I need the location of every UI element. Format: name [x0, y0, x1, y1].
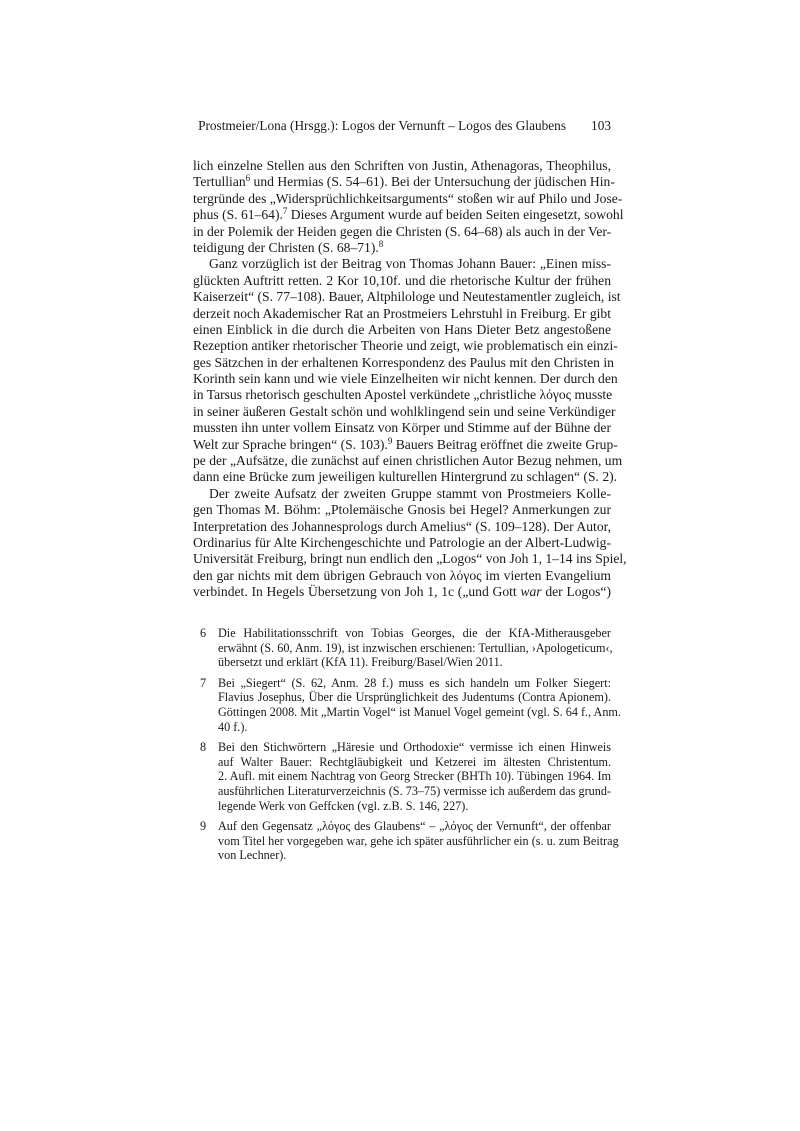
text-line	[193, 224, 611, 240]
footnotes	[200, 626, 621, 869]
text-segment: 40 f.).	[218, 719, 248, 734]
text-segment: Kaiserzeit“ (S. 77–108). Bauer, Altphilologe und Neutestamentler zugleich, ist	[193, 289, 621, 305]
text-line	[218, 704, 621, 720]
text-segment: der Logos“)	[541, 584, 611, 600]
text-segment: tergründe des „Widersprüchlichkeitsarguments“ stoßen wir auf Philo und Jose-	[193, 190, 623, 206]
text-line	[193, 453, 623, 469]
text-line	[218, 833, 619, 849]
text-line	[218, 769, 611, 784]
footnote-number: 9	[200, 819, 207, 834]
text-segment: Ordinarius für Alte Kirchengeschichte und Patrologie an der Albert-Ludwig-	[193, 534, 611, 550]
text-line	[218, 626, 611, 641]
text-segment: derzeit noch Akademischer Rat an Prostmeiers Lehrstuhl in Freiburg. Er gibt	[193, 305, 611, 321]
footnote-number: 8	[200, 740, 207, 755]
text-line	[193, 322, 611, 338]
text-line	[218, 740, 611, 755]
text-segment: Flavius Josephus, Über die Ursprünglichkeit des Judentums (Contra Apionem).	[218, 690, 611, 705]
text-line	[193, 306, 611, 322]
text-segment: lich einzelne Stellen aus den Schriften von Justin, Athenagoras, Theophilus,	[193, 158, 611, 173]
footnote	[200, 675, 621, 734]
text-line	[193, 403, 616, 420]
text-line	[218, 848, 611, 863]
text-segment: pe der „Aufsätze, die zunächst auf einen christlichen Autor Bezug nehmen, um	[193, 453, 623, 469]
text-segment: ges Sätzchen in der erhaltenen Korrespondenz des Paulus mit den Christen in	[193, 354, 614, 370]
text-line	[193, 435, 618, 453]
text-line	[193, 354, 614, 371]
text-segment: Göttingen 2008. Mit „Martin Vogel“ ist Manuel Vogel gemeint (vgl. S. 64 f., Anm.	[218, 704, 621, 719]
paragraph	[193, 256, 623, 485]
text-segment: übersetzt und erklärt (KfA 11). Freiburg/Basel/Wien 2011.	[218, 655, 503, 670]
text-segment: Bei „Siegert“ (S. 62, Anm. 28 f.) muss es sich handeln um Folker Siegert:	[218, 675, 611, 690]
text-segment: Ganz vorzüglich ist der Beitrag von Thomas Johann Bauer: „Einen miss-	[209, 256, 611, 272]
text-segment: mussten ihn unter vollem Einsatz von Körper und Stimme auf der Bühne der	[193, 420, 611, 436]
text-line	[218, 690, 611, 705]
text-line	[193, 420, 611, 436]
text-segment: den gar nichts mit dem übrigen Gebrauch von λόγος im vierten Evangelium	[193, 567, 611, 583]
paragraph	[193, 485, 627, 601]
text-segment: von Lechner).	[218, 848, 287, 863]
main-text	[193, 158, 627, 601]
text-segment: teidigung der Christen (S. 68–71).	[193, 239, 379, 255]
text-line	[193, 206, 624, 223]
text-line	[218, 755, 611, 770]
text-line	[193, 486, 611, 502]
text-line	[218, 784, 611, 799]
text-segment: Universität Freiburg, bringt nun endlich den „Logos“ von Joh 1, 1–14 ins Spiel,	[193, 551, 627, 567]
text-line	[193, 535, 611, 551]
text-segment: verbindet. In Hegels Übersetzung von Joh 1, 1c („und Gott	[193, 584, 521, 600]
text-line	[193, 387, 611, 403]
text-segment: legende Werk von Geffcken (vgl. z.B. S. 146, 227).	[218, 798, 469, 813]
footnote	[200, 819, 619, 863]
text-line	[193, 240, 611, 256]
text-line	[193, 584, 611, 600]
text-segment: erwähnt (S. 60, Anm. 19), ist inzwischen erschienen: Tertullian, ›Apologeticum‹,	[218, 640, 613, 655]
text-segment: und Hermias (S. 54–61). Bei der Untersuchung der jüdischen Hin-	[250, 174, 615, 190]
text-segment: Rezeption antiker rhetorischer Theorie und zeigt, wie problematisch ein einzi-	[193, 338, 618, 354]
text-line	[218, 676, 611, 691]
text-line	[218, 720, 611, 735]
page-number: 103	[591, 118, 611, 133]
footnote	[200, 740, 611, 813]
footnote-reference[interactable]: 7	[282, 206, 288, 217]
text-line	[193, 568, 611, 584]
text-segment: Dieses Argument wurde auf beiden Seiten eingesetzt, sowohl	[287, 207, 624, 223]
text-segment: Bei den Stichwörtern „Häresie und Orthodoxie“ vermisse ich einen Hinweis	[218, 740, 611, 755]
text-segment: Tertullian	[193, 174, 246, 190]
text-line	[193, 519, 611, 535]
text-line	[218, 819, 611, 834]
footnote	[200, 626, 611, 670]
footnote-reference[interactable]: 6	[245, 173, 251, 184]
text-segment: glückten Auftritt retten. 2 Kor 10,10f. und die rhetorische Kultur der frühen	[193, 272, 611, 288]
text-segment: vom Titel her vorgegeben war, gehe ich später ausführlicher ein (s. u. zum Beitrag	[218, 833, 619, 848]
text-line	[193, 371, 618, 387]
text-line	[218, 641, 611, 656]
text-segment: phus (S. 61–64).	[193, 207, 283, 223]
text-line	[193, 551, 627, 567]
text-segment: in seiner äußeren Gestalt schön und wohlklingend sein und seine Verkündiger	[193, 403, 616, 419]
footnote-reference[interactable]: 8	[378, 238, 384, 249]
text-line	[218, 799, 611, 814]
text-segment: Die Habilitationsschrift von Tobias Georges, die der KfA-Mitherausgeber	[218, 626, 611, 640]
text-segment: Korinth sein kann und wie viele Einzelheiten wir nicht kennen. Der durch den	[193, 371, 618, 387]
text-segment: einen Einblick in die durch die Arbeiten von Hans Dieter Betz angestoßene	[193, 321, 611, 337]
paragraph	[193, 158, 624, 256]
text-segment: Der zweite Aufsatz der zweiten Gruppe stammt von Prostmeiers Kolle-	[209, 485, 611, 501]
running-header	[193, 118, 611, 136]
text-segment: ausführlichen Literaturverzeichnis (S. 73–75) vermisse ich außerdem das grund-	[218, 783, 611, 798]
text-segment: dann eine Brücke zum jeweiligen kulturellen Hintergrund zu schlagen“ (S. 2).	[193, 469, 618, 485]
text-line	[193, 469, 618, 485]
text-line	[218, 655, 611, 670]
text-segment: Welt zur Sprache bringen“ (S. 103).	[193, 436, 388, 452]
footnote-reference[interactable]: 9	[387, 435, 393, 446]
text-segment: Bauers Beitrag eröffnet die zweite Grup-	[392, 436, 618, 452]
text-line	[193, 173, 615, 190]
text-line	[193, 190, 623, 207]
text-segment: Auf den Gegensatz „λόγος des Glaubens“ – „λόγος der Vernunft“, der offenbar	[218, 819, 611, 834]
italic-text: war	[520, 584, 542, 600]
text-segment: in Tarsus rhetorisch geschulten Apostel verkündete „christliche λόγος musste	[193, 387, 613, 403]
text-line	[193, 256, 611, 272]
running-title: Prostmeier/Lona (Hrsgg.): Logos der Vernunft – Logos des Glaubens	[198, 118, 566, 133]
text-segment: in der Polemik der Heiden gegen die Christen (S. 64–68) als auch in der Ver-	[193, 223, 612, 239]
text-segment: auf Walter Bauer: Rechtgläubigkeit und Ketzerei im ältesten Christentum.	[218, 754, 611, 769]
footnote-number: 7	[200, 675, 207, 690]
footnote-number: 6	[200, 626, 207, 640]
text-line	[193, 502, 611, 518]
text-line	[193, 338, 618, 354]
text-line	[193, 158, 611, 174]
text-line	[193, 273, 611, 289]
text-segment: 2. Aufl. mit einem Nachtrag von Georg Strecker (BHTh 10). Tübingen 1964. Im	[218, 769, 611, 784]
text-line	[193, 289, 621, 305]
text-segment: gen Thomas M. Böhm: „Ptolemäische Gnosis bei Hegel? Anmerkungen zur	[193, 502, 611, 518]
text-segment: Interpretation des Johannesprologs durch Amelius“ (S. 109–128). Der Autor,	[193, 518, 611, 534]
